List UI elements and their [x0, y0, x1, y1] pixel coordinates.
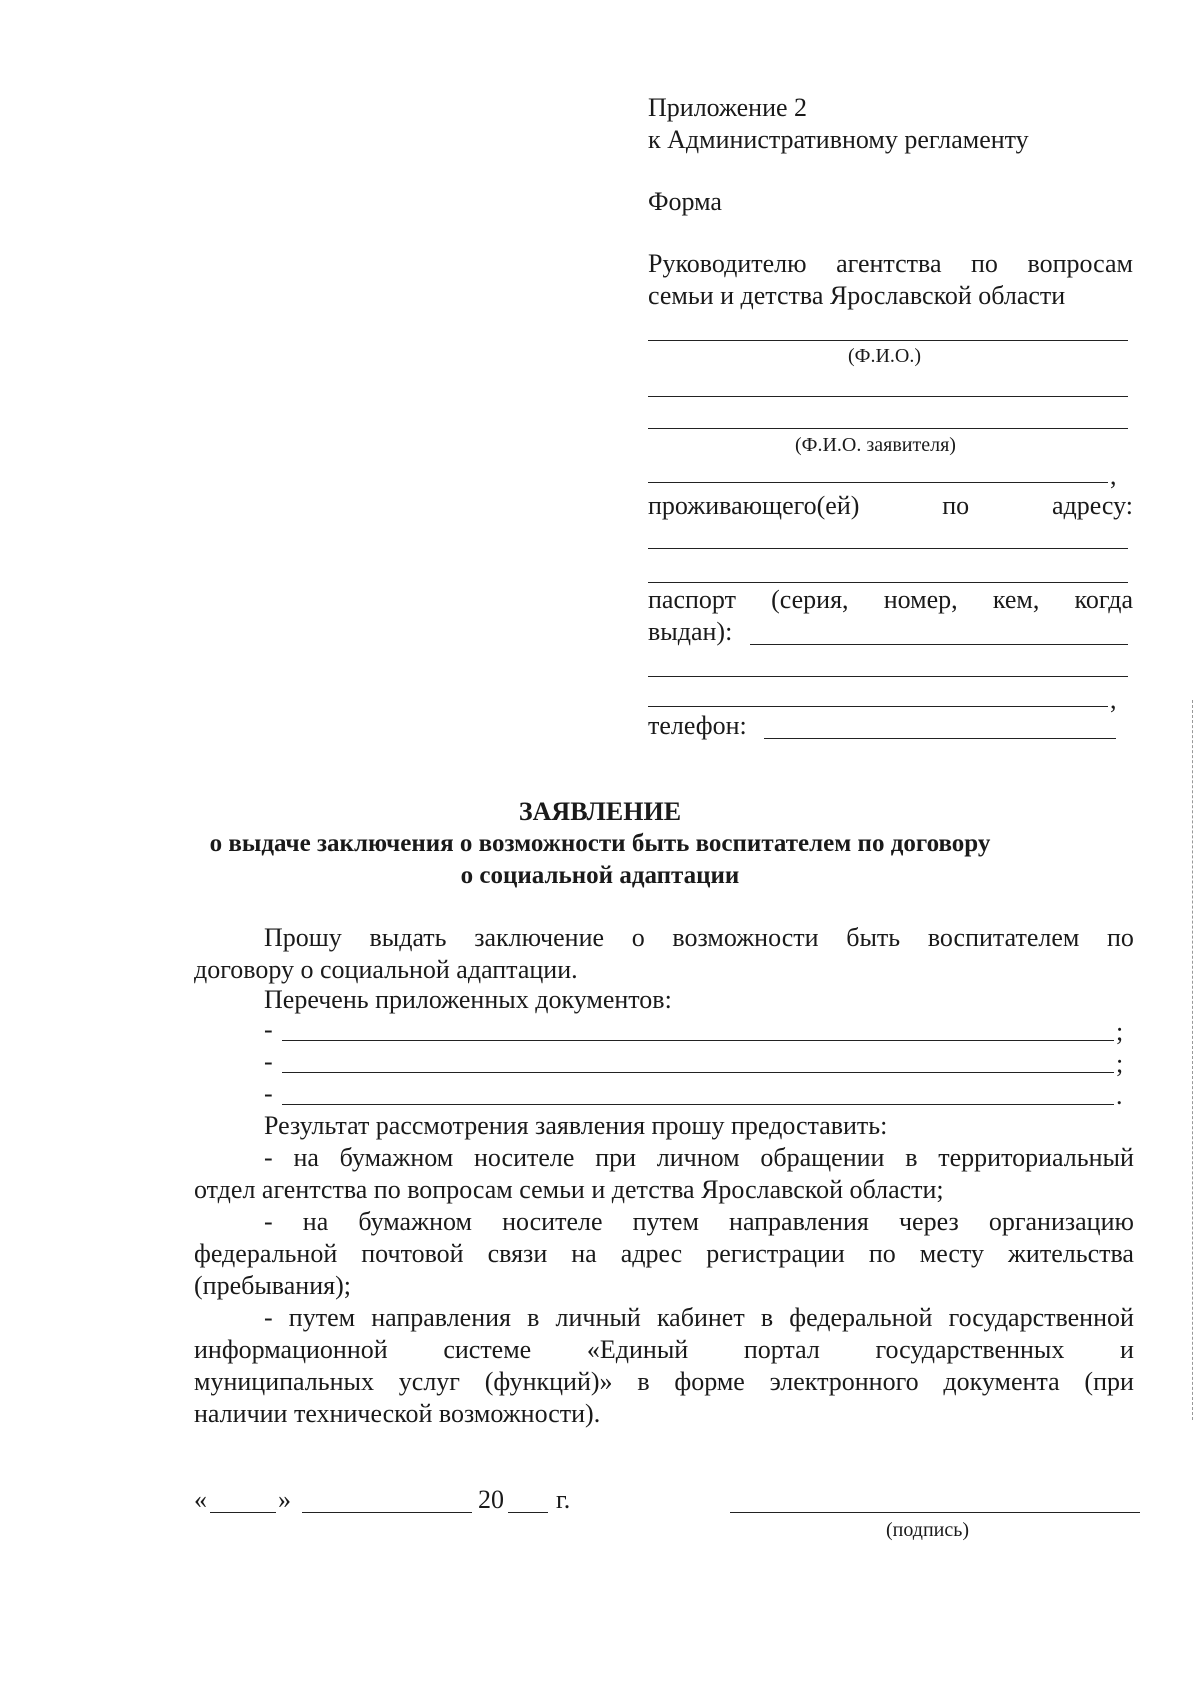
applicant-caption: (Ф.И.О. заявителя): [795, 434, 956, 456]
option-3-line-4: наличии технической возможности).: [194, 1399, 601, 1428]
form-label: Форма: [648, 187, 722, 216]
word: кабинет: [656, 1303, 745, 1332]
word: носителе: [502, 1207, 603, 1236]
option-3-line-3: [194, 1366, 1134, 1398]
word: путем: [288, 1303, 356, 1332]
word: агентства: [836, 249, 942, 278]
word: электронного: [769, 1367, 919, 1396]
recipient-line-1: [648, 248, 1133, 280]
word: быть: [846, 923, 901, 952]
option-2-line-3: (пребывания);: [194, 1271, 351, 1300]
word: услуг: [398, 1367, 460, 1396]
recipient-line-2: семьи и детства Ярославской области: [648, 281, 1066, 310]
word: (функций)»: [484, 1367, 613, 1396]
paragraph-1-line-2: договору о социальной адаптации.: [194, 955, 578, 984]
result-label: Результат рассмотрения заявления прошу предоставить:: [264, 1111, 888, 1140]
head-fio-line[interactable]: [648, 340, 1128, 341]
dash: -: [264, 1015, 273, 1044]
appendix-label: Приложение 2: [648, 93, 808, 122]
word: по: [942, 491, 970, 520]
word: номер,: [883, 585, 958, 614]
word: по: [868, 1239, 896, 1268]
word: кем,: [992, 585, 1040, 614]
option-3-line-1: [264, 1302, 1134, 1334]
word: когда: [1074, 585, 1133, 614]
phone-line[interactable]: [764, 738, 1116, 739]
word: -: [264, 1207, 273, 1236]
quote-close: »: [278, 1485, 291, 1514]
word: бумажном: [339, 1143, 454, 1172]
year-line[interactable]: [508, 1512, 548, 1513]
word: в: [527, 1303, 540, 1332]
passport-line-3[interactable]: [648, 706, 1108, 707]
comma: ,: [1110, 461, 1117, 490]
word: информационной: [194, 1335, 388, 1364]
word: государственной: [948, 1303, 1134, 1332]
document-subtitle-1: о выдаче заключения о возможности быть воспитателем по договору: [209, 830, 991, 857]
word: почтовой: [361, 1239, 464, 1268]
word: адрес: [620, 1239, 683, 1268]
option-1-line-1: [264, 1142, 1134, 1174]
word: направления: [371, 1303, 512, 1332]
word: -: [264, 1303, 273, 1332]
word: федеральной: [789, 1303, 933, 1332]
word: регистрации: [706, 1239, 845, 1268]
word: (при: [1084, 1367, 1134, 1396]
word: по: [971, 249, 998, 278]
word: на: [302, 1207, 329, 1236]
option-2-line-2: [194, 1238, 1134, 1270]
line-end: ;: [1116, 1017, 1124, 1046]
word: носителе: [473, 1143, 575, 1172]
word: возможности: [672, 923, 819, 952]
word: вопросам: [1027, 249, 1133, 278]
word: -: [264, 1143, 273, 1172]
passport-line-2[interactable]: [648, 676, 1128, 677]
address-line-1[interactable]: [648, 548, 1128, 549]
word: муниципальных: [194, 1367, 375, 1396]
word: (серия,: [771, 585, 849, 614]
quote-open: «: [194, 1485, 207, 1514]
applicant-line-1[interactable]: [648, 396, 1128, 397]
passport-label-line: [648, 584, 1133, 616]
passport-line-1[interactable]: [750, 644, 1128, 645]
documents-label: Перечень приложенных документов:: [264, 985, 672, 1014]
phone-label: телефон:: [648, 711, 747, 740]
word: личный: [555, 1303, 641, 1332]
dash: -: [264, 1079, 273, 1108]
word: о: [631, 923, 645, 952]
word: форме: [674, 1367, 745, 1396]
word: заключение: [474, 923, 605, 952]
word: организацию: [988, 1207, 1134, 1236]
comma: ,: [1110, 685, 1117, 714]
address-line-2[interactable]: [648, 582, 1128, 583]
word: обращении: [760, 1143, 885, 1172]
word: паспорт: [648, 585, 736, 614]
word: в: [760, 1303, 774, 1332]
word: личном: [656, 1143, 740, 1172]
word: путем: [632, 1207, 699, 1236]
word: государственных: [875, 1335, 1065, 1364]
word: федеральной: [194, 1239, 338, 1268]
option-2-line-1: [264, 1206, 1134, 1238]
year-prefix: 20: [478, 1485, 504, 1514]
option-3-line-2: [194, 1334, 1134, 1366]
signature-caption: (подпись): [886, 1519, 970, 1541]
year-suffix: г.: [556, 1485, 571, 1514]
word: территориальный: [938, 1143, 1134, 1172]
word: в: [905, 1143, 918, 1172]
document-line-2[interactable]: [282, 1072, 1114, 1073]
word: бумажном: [358, 1207, 472, 1236]
word: Руководителю: [648, 249, 807, 278]
paragraph-1-line-1: [264, 922, 1134, 954]
word: и: [1120, 1335, 1134, 1364]
word: выдать: [369, 923, 447, 952]
document-subtitle-2: о социальной адаптации: [460, 862, 740, 889]
word: Прошу: [264, 923, 342, 952]
scan-edge-mark: [1192, 700, 1193, 1420]
word: по: [1107, 923, 1134, 952]
word: при: [595, 1143, 637, 1172]
passport-label-2: выдан):: [648, 617, 733, 646]
address-label-line: [648, 490, 1133, 522]
word: на: [571, 1239, 597, 1268]
document-line-1[interactable]: [282, 1040, 1114, 1041]
signature-line[interactable]: [730, 1512, 1140, 1513]
month-line[interactable]: [302, 1512, 472, 1513]
dash: -: [264, 1047, 273, 1076]
word: «Единый: [586, 1335, 689, 1364]
word: адресу:: [1051, 491, 1133, 520]
word: связи: [487, 1239, 548, 1268]
word: воспитателем: [927, 923, 1080, 952]
word: месту: [919, 1239, 984, 1268]
applicant-line-3[interactable]: [648, 482, 1108, 483]
word: через: [898, 1207, 959, 1236]
line-end: .: [1116, 1081, 1123, 1110]
word: в: [637, 1367, 650, 1396]
day-line[interactable]: [210, 1512, 276, 1513]
word: жительства: [1007, 1239, 1134, 1268]
document-title: ЗАЯВЛЕНИЕ: [518, 797, 682, 826]
word: системе: [443, 1335, 532, 1364]
word: на: [293, 1143, 319, 1172]
regulation-label: к Административному регламенту: [648, 125, 1029, 154]
applicant-line-2[interactable]: [648, 428, 1128, 429]
word: проживающего(ей): [648, 491, 860, 520]
line-end: ;: [1116, 1049, 1124, 1078]
word: портал: [743, 1335, 820, 1364]
document-line-3[interactable]: [282, 1104, 1114, 1105]
word: документа: [943, 1367, 1060, 1396]
option-1-line-2: отдел агентства по вопросам семьи и детства Ярославской области;: [194, 1175, 944, 1204]
word: направления: [729, 1207, 869, 1236]
fio-caption: (Ф.И.О.): [848, 345, 922, 367]
